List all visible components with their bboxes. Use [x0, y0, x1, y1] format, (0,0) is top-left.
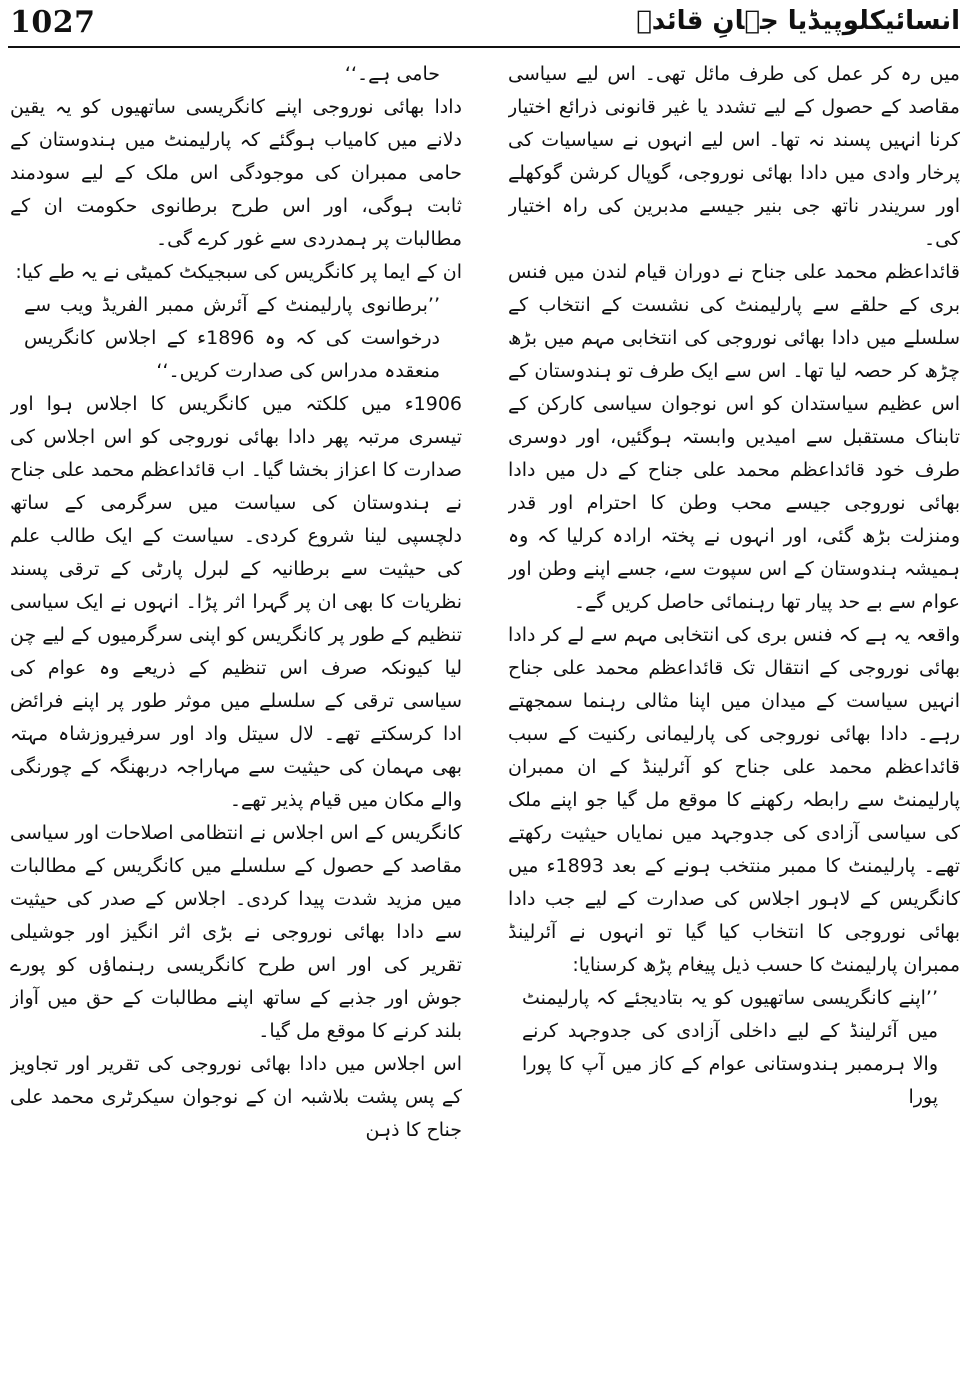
paragraph: واقعہ یہ ہے کہ فنس بری کی انتخابی مہم سے لے کر دادا بھائی نوروجی کے انتقال تک قائداعظم محمد علی جناح انہیں سیاست کے میدان میں اپنا مثالی رہنما سمجھتے رہے۔ دادا بھائی نوروجی کی پارلیمانی رکنیت کے سبب قائداعظم محمد علی جناح کو آئرلینڈ کے ان ممبران پارلیمنٹ سے رابطہ رکھنے کا موقع مل گیا جو اپنے ملک کی سیاسی آزادی کی جدوجہد میں نمایاں حیثیت رکھتے تھے۔ پارلیمنٹ کا ممبر منتخب ہونے کے بعد 1893ء میں کانگریس کے لاہور اجلاس کی صدارت کے لیے جب دادا بھائی نوروجی کا انتخاب کیا گیا تو انہوں نے آئرلینڈ ممبران پارلیمنٹ کا حسب ذیل پیغام پڑھ کرسنایا: — [508, 624, 960, 976]
paragraph: دادا بھائی نوروجی اپنے کانگریسی ساتھیوں کو یہ یقین دلانے میں کامیاب ہوگئے کہ پارلیمنٹ میں ہندوستان کے حامی ممبران کی موجودگی اس ملک کے لیے سودمند ثابت ہوگی، اور اس طرح برطانوی حکومت ان کے مطالبات پر ہمدردی سے غور کرے گی۔ — [10, 96, 462, 250]
page-header — [0, 0, 968, 50]
paragraph: قائداعظم محمد علی جناح نے دوران قیام لندن میں فنس بری کے حلقے سے پارلیمنٹ کی نشست کے انتخاب کے سلسلے میں دادا بھائی نوروجی کی انتخابی مہم میں بڑھ چڑھ کر حصہ لیا تھا۔ اس سے ایک طرف تو ہندوستان کے اس عظیم سیاستدان کو اس نوجوان سیاسی کارکن کے تابناک مستقبل سے امیدیں وابستہ ہوگئیں، اور دوسری طرف خود قائداعظم محمد علی جناح کے دل میں دادا بھائی نوروجی جیسے محب وطن کا احترام اور قدر ومنزلت بڑھ گئی، اور انہوں نے پختہ ارادہ کرلیا کہ وہ ہمیشہ ہندوستان کے اس سپوت سے، جسے اپنے وطن اور عوام سے بے حد پیار تھا رہنمائی حاصل کریں گے۔ — [508, 261, 960, 613]
paragraph: میں رہ کر عمل کی طرف مائل تھی۔ اس لیے سیاسی مقاصد کے حصول کے لیے تشدد یا غیر قانونی ذرائع اختیار کرنا انہیں پسند نہ تھا۔ اس لیے انہوں نے سیاسیات کی پرخار وادی میں دادا بھائی نوروجی، گوپال کرشن گوکھلے اور سریندر ناتھ جی بنیر جیسے مدبرین کی راہ اختیار کی۔ — [508, 63, 960, 250]
page-number: 1027 — [10, 5, 96, 40]
quote-continuation: حامی ہے۔‘‘ — [344, 63, 440, 85]
paragraph: ان کے ایما پر کانگریس کی سبجیکٹ کمیٹی نے یہ طے کیا: — [15, 261, 462, 283]
right-column — [508, 58, 960, 1382]
block-quote: ’’برطانوی پارلیمنٹ کے آئرش ممبر الفریڈ ویب سے درخواست کی کہ وہ 1896ء کے اجلاس کانگریس منعقدہ مدراس کی صدارت کریں۔‘‘ — [24, 294, 440, 382]
header-rule — [8, 46, 960, 48]
paragraph: 1906ء میں کلکتہ میں کانگریس کا اجلاس ہوا اور تیسری مرتبہ پھر دادا بھائی نوروجی کو اس اجلاس کی صدارت کا اعزاز بخشا گیا۔ اب قائداعظم محمد علی جناح نے ہندوستان کی سیاست میں سرگرمی کے ساتھ دلچسپی لینا شروع کردی۔ سیاست کے ایک طالب علم کی حیثیت سے برطانیہ کے لبرل پارٹی کے ترقی پسند نظریات کا بھی ان پر گہرا اثر پڑا۔ انہوں نے ایک سیاسی تنظیم کے طور پر کانگریس کو اپنی سرگرمیوں کے لیے چن لیا کیونکہ صرف اس تنظیم کے ذریعے وہ عوام کی سیاسی ترقی کے سلسلے میں موثر طور پر اپنے فرائض ادا کرسکتے تھے۔ لال سیتل واد اور سرفیروزشاہ مہتہ بھی مہمان کی حیثیت سے مہاراجہ دربھنگہ کے چورنگی والے مکان میں قیام پذیر تھے۔ — [10, 393, 462, 811]
paragraph: اس اجلاس میں دادا بھائی نوروجی کی تقریر اور تجاویز کے پس پشت بلاشبہ ان کے نوجوان سیکرٹری محمد علی جناح کا ذہن — [10, 1053, 462, 1141]
paragraph: کانگریس کے اس اجلاس نے انتظامی اصلاحات اور سیاسی مقاصد کے حصول کے سلسلے میں کانگریس کے مطالبات میں مزید شدت پیدا کردی۔ اجلاس کے صدر کی حیثیت سے دادا بھائی نوروجی نے بڑی اثر انگیز اور جوشیلی تقریر کی اور اس طرح کانگریسی رہنماؤں کو پورے جوش اور جذبے کے ساتھ اپنے مطالبات کے حق میں آواز بلند کرنے کا موقع مل گیا۔ — [10, 822, 462, 1042]
running-title: انسائیکلوپیڈیا جہانِ قائدؒ — [636, 6, 960, 36]
block-quote: ’’اپنے کانگریسی ساتھیوں کو یہ بتادیجئے کہ پارلیمنٹ میں آئرلینڈ کے لیے داخلی آزادی کی جدوجہد کرنے والا ہرممبر ہندوستانی عوام کے کاز میں آپ کا پورا پورا — [522, 987, 938, 1108]
left-column — [10, 58, 462, 1382]
